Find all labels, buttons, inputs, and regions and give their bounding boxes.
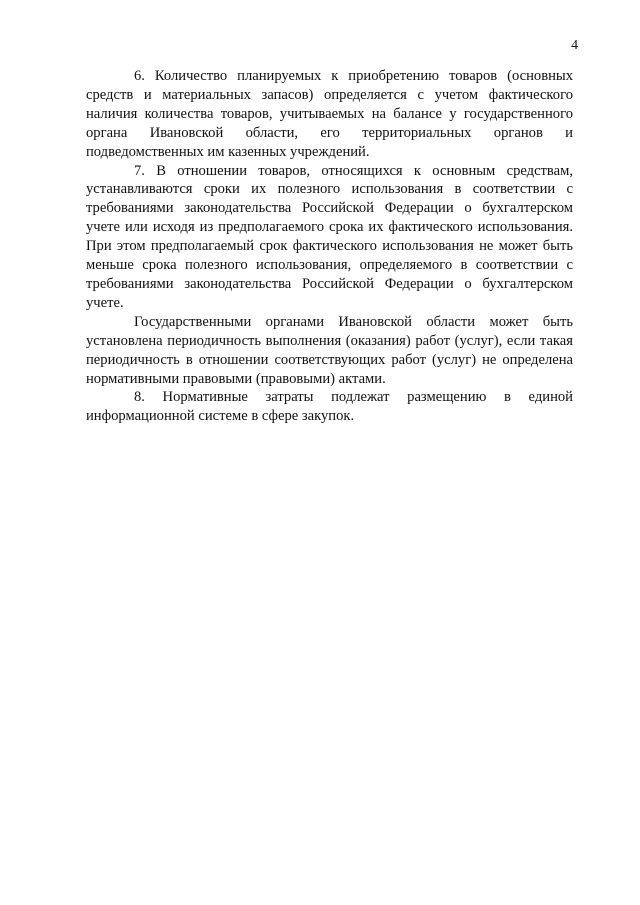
paragraph-item-6: 6. Количество планируемых к приобретению товаров (основных средств и материальных запасов) определяется с учетом фактического наличия количества товаров, учитываемых на балансе у государственного органа Ивановской области, его территориальных органов и подведомственных им казенных учреждений. [86,68,573,160]
paragraph-item-8: 8. Нормативные затраты подлежат размещению в единой информационной системе в сфере закупок. [86,389,573,425]
document-body [86,67,573,426]
page-number: 4 [571,37,578,52]
paragraph-item-7: 7. В отношении товаров, относящихся к основным средствам, устанавливаются сроки их полезного использования в соответствии с требованиями законодательства Российской Федерации о бухгалтерском учете или исходя из предполагаемого срока их фактического использования. При этом предполагаемый срок фактического использования не может быть меньше срока полезного использования, определяемого в соответствии с требованиями законодательства Российской Федерации о бухгалтерском учете. [86,162,573,311]
paragraph-periodicity: Государственными органами Ивановской области может быть установлена периодичность выполнения (оказания) работ (услуг), если такая периодичность в отношении соответствующих работ (услуг) не определена нормативными правовыми (правовыми) актами. [86,313,573,387]
